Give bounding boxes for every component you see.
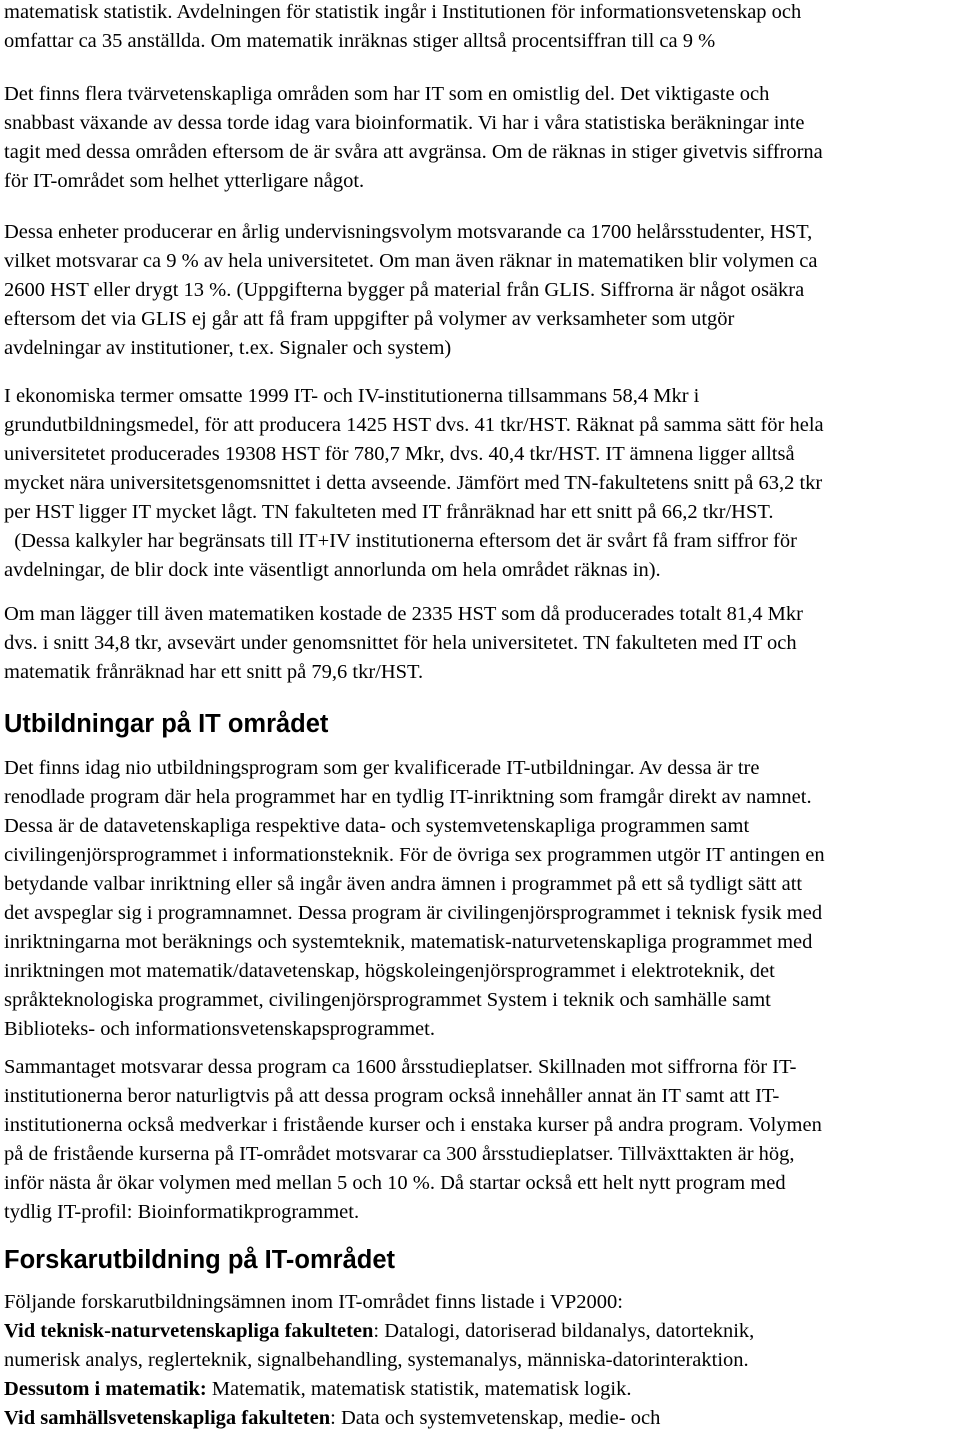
text-line: omfattar ca 35 anställda. Om matematik inräknas stiger alltså procentsiffran till ca 9 % — [4, 30, 716, 52]
text-line: språkteknologiska programmet, civilingenjörsprogrammet System i teknik och samhälle samt — [4, 989, 771, 1011]
research-subjects-list — [4, 1288, 958, 1433]
research-intro: Följande forskarutbildningsämnen inom IT-området finns listade i VP2000: — [4, 1291, 623, 1313]
text-line: institutionerna beror naturligtvis på att dessa program också innehåller annat än IT samt att IT- — [4, 1085, 780, 1107]
economy-paragraph — [4, 382, 958, 585]
text-line: matematik frånräknad har ett snitt på 79,6 tkr/HST. — [4, 661, 424, 683]
text-line: avdelningar av institutioner, t.ex. Signaler och system) — [4, 337, 452, 359]
text-line: Det finns flera tvärvetenskapliga områden som har IT som en omistlig del. Det viktigaste och — [4, 83, 770, 105]
text-line: för IT-området som helhet ytterligare något. — [4, 170, 365, 192]
text-line: mycket nära universitetsgenomsnittet i detta avseende. Jämfört med TN-fakultetens snitt på 63,2 tkr — [4, 472, 823, 494]
text-line: (Dessa kalkyler har begränsats till IT+IV institutionerna eftersom det är svårt få fram siffror för — [4, 530, 797, 552]
social-faculty-line — [4, 1404, 958, 1433]
text-line: per HST ligger IT mycket lågt. TN fakulteten med IT frånräknad har ett snitt på 66,2 tkr/HST. — [4, 501, 774, 523]
text-line: I ekonomiska termer omsatte 1999 IT- och IV-institutionerna tillsammans 58,4 Mkr i — [4, 385, 700, 407]
section-heading-research: Forskarutbildning på IT-området — [4, 1246, 396, 1274]
text-line: betydande valbar inriktning eller så ingår även andra ämnen i programmet på ett så tydligt sätt att — [4, 873, 803, 895]
text-line: snabbast växande av dessa torde idag vara bioinformatik. Vi har i våra statistiska beräkningar inte — [4, 112, 805, 134]
volume-paragraph — [4, 218, 958, 363]
text-line: Sammantaget motsvarar dessa program ca 1600 årsstudieplatser. Skillnaden mot siffrorna för IT- — [4, 1056, 797, 1078]
section-heading-education: Utbildningar på IT området — [4, 710, 329, 738]
math-subjects: Matematik, matematisk statistik, matematisk logik. — [206, 1378, 632, 1400]
tn-faculty-subjects-cont: numerisk analys, reglerteknik, signalbehandling, systemanalys, människa-datorinteraktion. — [4, 1349, 749, 1371]
programs-paragraph — [4, 754, 958, 1044]
text-line: tagit med dessa områden eftersom de är svåra att avgränsa. Om de räknas in stiger givetvis siffrorna — [4, 141, 823, 163]
math-label: Dessutom i matematik: — [4, 1378, 207, 1400]
tn-faculty-label: Vid teknisk-naturvetenskapliga fakulteten — [4, 1320, 374, 1342]
text-line: Biblioteks- och informationsvetenskapsprogrammet. — [4, 1018, 435, 1040]
text-line: avdelningar, de blir dock inte väsentligt annorlunda om hela området räknas in). — [4, 559, 661, 581]
text-line: Dessa är de datavetenskapliga respektive data- och systemvetenskapliga programmen samt — [4, 815, 750, 837]
text-line: eftersom det via GLIS ej går att få fram uppgifter på volymer av verksamheter som utgör — [4, 308, 735, 330]
study-places-paragraph — [4, 1053, 958, 1227]
math-line — [4, 1375, 958, 1404]
tn-faculty-line — [4, 1317, 958, 1346]
text-line: grundutbildningsmedel, för att producera 1425 HST dvs. 41 tkr/HST. Räknat på samma sätt för hela — [4, 414, 824, 436]
text-line: inriktningen mot matematik/datavetenskap, högskoleingenjörsprogrammet i elektroteknik, det — [4, 960, 775, 982]
intro-paragraph — [4, 0, 958, 56]
tn-faculty-subjects: : Datalogi, datoriserad bildanalys, datorteknik, — [373, 1320, 755, 1342]
text-line: det avspeglar sig i programnamnet. Dessa program är civilingenjörsprogrammet i teknisk fysik med — [4, 902, 823, 924]
text-line: civilingenjörsprogrammet i informationsteknik. För de övriga sex programmen utgör IT antingen en — [4, 844, 825, 866]
text-line: vilket motsvarar ca 9 % av hela universitetet. Om man även räknar in matematiken blir volymen ca — [4, 250, 818, 272]
text-line: inför nästa år ökar volymen med mellan 5 och 10 %. Då startar också ett helt nytt program med — [4, 1172, 786, 1194]
text-line: Dessa enheter producerar en årlig undervisningsvolym motsvarande ca 1700 helårsstudenter, HST, — [4, 221, 813, 243]
text-line: Om man lägger till även matematiken kostade de 2335 HST som då producerades totalt 81,4 Mkr — [4, 603, 803, 625]
text-line: renodlade program där hela programmet har en tydlig IT-inriktning som framgår direkt av namnet. — [4, 786, 812, 808]
text-line: dvs. i snitt 34,8 tkr, avsevärt under genomsnittet för hela universitetet. TN fakulteten med IT och — [4, 632, 797, 654]
mathematics-paragraph — [4, 600, 958, 687]
text-line: Det finns idag nio utbildningsprogram som ger kvalificerade IT-utbildningar. Av dessa är tre — [4, 757, 760, 779]
social-faculty-subjects: : Data och systemvetenskap, medie- och — [330, 1407, 661, 1429]
text-line: matematisk statistik. Avdelningen för statistik ingår i Institutionen för informationsvetenskap och — [4, 1, 802, 23]
text-line: 2600 HST eller drygt 13 %. (Uppgifterna bygger på material från GLIS. Siffrorna är något osäkra — [4, 279, 805, 301]
text-line: på de fristående kurserna på IT-området motsvarar ca 300 årsstudieplatser. Tillväxttakten är hög, — [4, 1143, 795, 1165]
text-line: institutionerna också medverkar i fristående kurser och i enstaka kurser på andra program. Volymen — [4, 1114, 822, 1136]
text-line: tydlig IT-profil: Bioinformatikprogrammet. — [4, 1201, 360, 1223]
crossdisciplinary-paragraph — [4, 80, 958, 196]
text-line: inriktningarna mot beräknings och systemteknik, matematisk-naturvetenskapliga programmet med — [4, 931, 813, 953]
text-line: universitetet producerades 19308 HST för 780,7 Mkr, dvs. 40,4 tkr/HST. IT ämnena ligger alltså — [4, 443, 795, 465]
social-faculty-label: Vid samhällsvetenskapliga fakulteten — [4, 1407, 331, 1429]
